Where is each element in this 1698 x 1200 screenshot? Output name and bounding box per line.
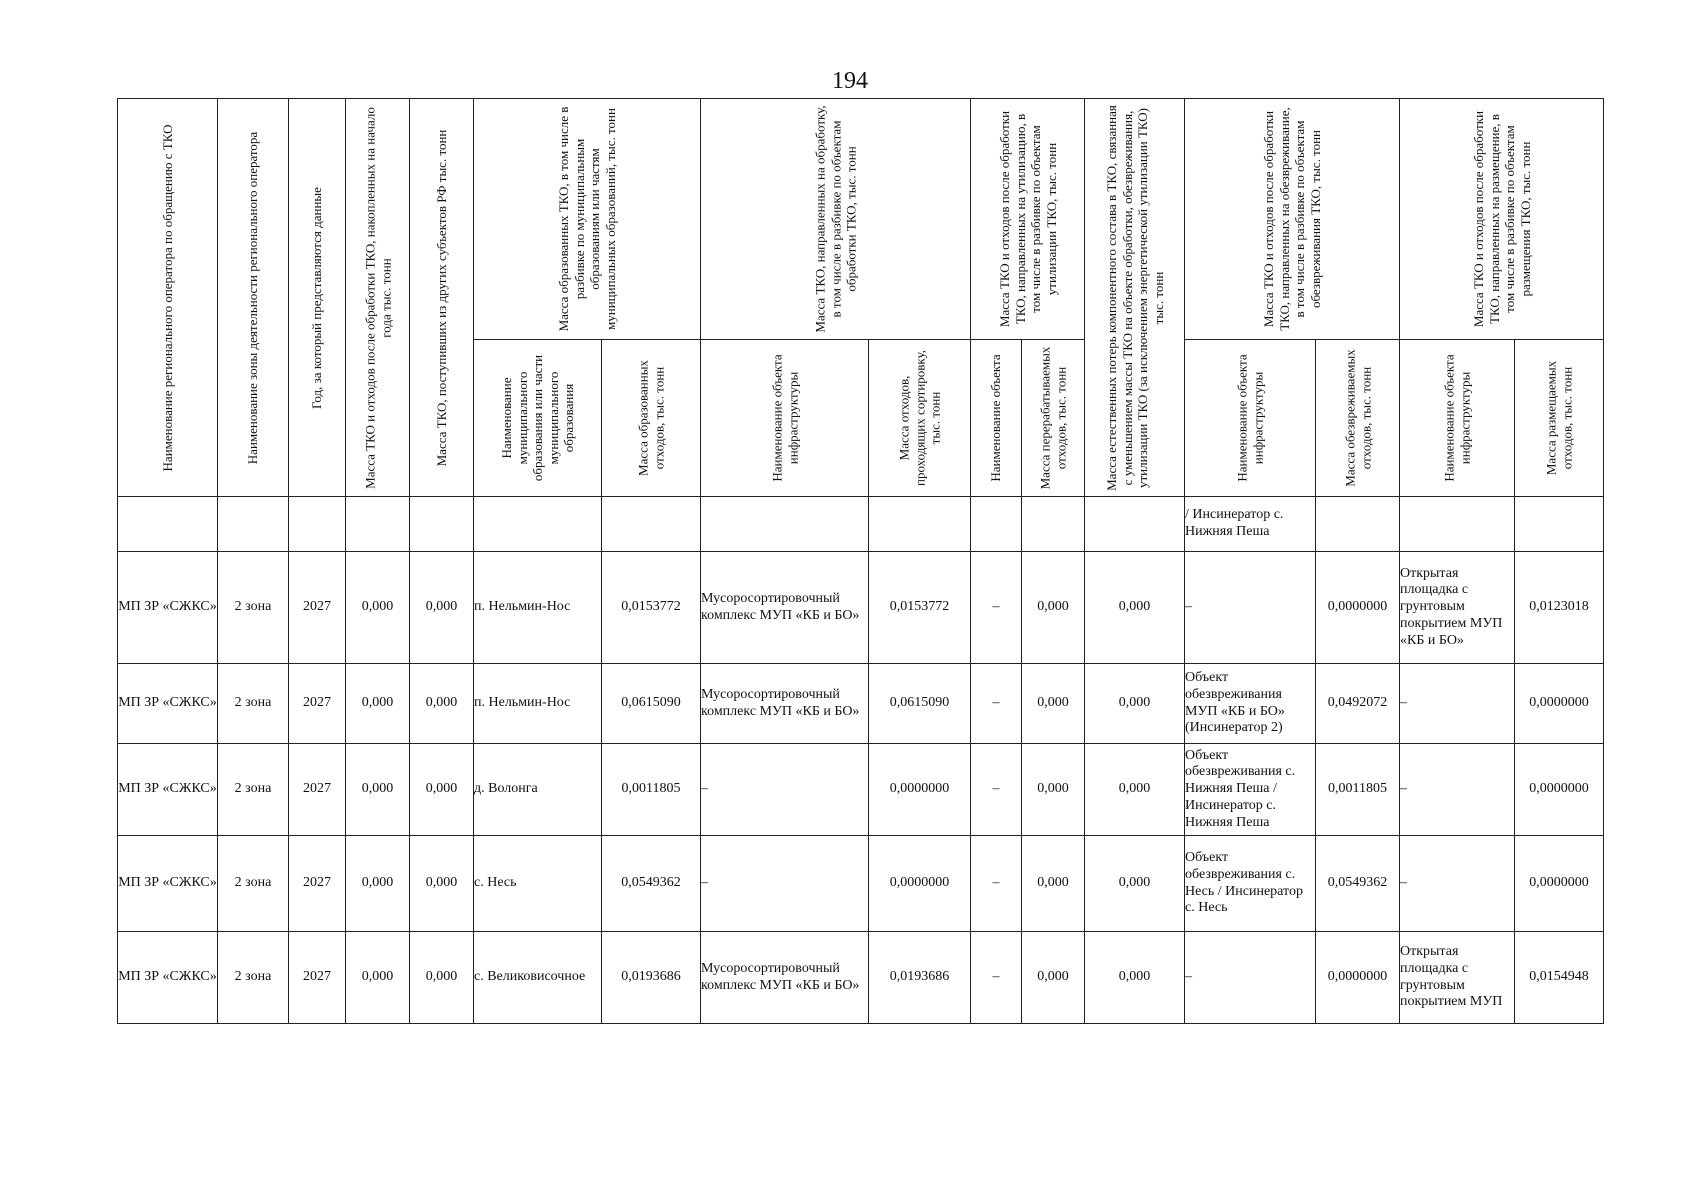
cell-place-obj: –: [1400, 836, 1515, 932]
cell-proc-obj: –: [701, 836, 869, 932]
cell-place-mass: 0,0000000: [1515, 664, 1604, 744]
cell-year: 2027: [289, 664, 346, 744]
header-util-obj: Наименование объекта: [971, 340, 1022, 497]
cell-neut-mass: 0,0000000: [1316, 932, 1400, 1024]
header-neut-obj: Наименование объекта инфраструктуры: [1185, 340, 1316, 497]
cell-mun-name: с. Несь: [474, 836, 602, 932]
cell-mun-mass: 0,0549362: [602, 836, 701, 932]
cell-place-obj: –: [1400, 664, 1515, 744]
header-processing: Масса ТКО, направленных на обработку, в том числе в разбивке по объектам обработки ТКО, тыс. тонн: [701, 99, 971, 340]
header-zone: Наименование зоны деятельности регионального оператора: [218, 99, 289, 497]
header-mass-other: Масса ТКО, поступивших из других субъектов РФ тыс. тонн: [410, 99, 474, 497]
cell-mass-other: 0,000: [410, 744, 474, 836]
cell-util-mass: 0,000: [1022, 552, 1085, 664]
header-neut-mass: Масса обезвреживаемых отходов, тыс. тонн: [1316, 340, 1400, 497]
header-place-obj: Наименование объекта инфраструктуры: [1400, 340, 1515, 497]
cell-operator: МП ЗР «СЖКС»: [118, 932, 218, 1024]
cell-place-obj: Открытая площадка с грунтовым покрытием МУП «КБ и БО»: [1400, 552, 1515, 664]
cell-mass-start: 0,000: [346, 552, 410, 664]
cell-util-obj: –: [971, 664, 1022, 744]
cell-util-obj: –: [971, 552, 1022, 664]
cell-losses: 0,000: [1085, 836, 1185, 932]
cell-neut-obj: Объект обезвреживания МУП «КБ и БО» (Инсинератор 2): [1185, 664, 1316, 744]
cell-year: 2027: [289, 932, 346, 1024]
header-losses: Масса естественных потерь компонентного состава в ТКО, связанная с уменьшением массы ТКО на объекте обработки, обезвреживания, утилизации ТКО (за исключением энергетической утилизации ТКО) тыс. тонн: [1085, 99, 1185, 497]
table-row: [118, 664, 1604, 744]
cell-mun-mass: 0,0615090: [602, 664, 701, 744]
cell-neut-obj: –: [1185, 932, 1316, 1024]
header-operator: Наименование регионального оператора по обращению с ТКО: [118, 99, 218, 497]
header-row-top: [118, 99, 1604, 340]
continuation-row: [118, 497, 1604, 552]
cell-proc-mass: 0,0615090: [869, 664, 971, 744]
cell-neut-mass: 0,0000000: [1316, 552, 1400, 664]
cell-util-mass: 0,000: [1022, 744, 1085, 836]
cell-mun-name: п. Нельмин-Нос: [474, 664, 602, 744]
header-year: Год, за который представляются данные: [289, 99, 346, 497]
cell-proc-mass: 0,0000000: [869, 836, 971, 932]
cell-mun-name: с. Великовисочное: [474, 932, 602, 1024]
cell-neut-obj: Объект обезвреживания с. Несь / Инсинератор с. Несь: [1185, 836, 1316, 932]
table-row: [118, 836, 1604, 932]
header-mass-generated: Масса образованных ТКО, в том числе в разбивке по муниципальным образованиям или частям муниципальных образований, тыс. тонн: [474, 99, 701, 340]
cell-zone: 2 зона: [218, 664, 289, 744]
table-row: [118, 744, 1604, 836]
cell-operator: МП ЗР «СЖКС»: [118, 836, 218, 932]
data-rows: [118, 552, 1604, 1024]
cell-operator: МП ЗР «СЖКС»: [118, 552, 218, 664]
cell-util-mass: 0,000: [1022, 836, 1085, 932]
cell-year: 2027: [289, 552, 346, 664]
cont-neut-obj: / Инсинератор с. Нижняя Пеша: [1185, 497, 1316, 552]
cont-cell: [971, 497, 1022, 552]
cell-place-obj: –: [1400, 744, 1515, 836]
header-utilization: Масса ТКО и отходов после обработки ТКО, направленных на утилизацию, в том числе в разбивке по объектам утилизации ТКО, тыс. тонн: [971, 99, 1085, 340]
table-row: [118, 552, 1604, 664]
cont-cell: [218, 497, 289, 552]
cont-cell: [701, 497, 869, 552]
cell-place-mass: 0,0154948: [1515, 932, 1604, 1024]
cont-cell: [1515, 497, 1604, 552]
cont-cell: [474, 497, 602, 552]
cell-mun-mass: 0,0153772: [602, 552, 701, 664]
waste-table: [117, 98, 1604, 1024]
cell-proc-obj: Мусоросортировочный комплекс МУП «КБ и БО»: [701, 664, 869, 744]
cell-mass-start: 0,000: [346, 932, 410, 1024]
cell-zone: 2 зона: [218, 932, 289, 1024]
cell-place-obj: Открытая площадка с грунтовым покрытием МУП: [1400, 932, 1515, 1024]
cell-mass-start: 0,000: [346, 664, 410, 744]
header-neutralization: Масса ТКО и отходов после обработки ТКО, направленных на обезвреживание, в том числе в разбивке по объектам обезвреживания ТКО, тыс. тонн: [1185, 99, 1400, 340]
cell-util-obj: –: [971, 932, 1022, 1024]
cont-cell: [289, 497, 346, 552]
header-util-mass: Масса перерабатываемых отходов, тыс. тонн: [1022, 340, 1085, 497]
table-row: [118, 932, 1604, 1024]
header-proc-mass: Масса отходов, проходящих сортировку, тыс. тонн: [869, 340, 971, 497]
header-placement: Масса ТКО и отходов после обработки ТКО, направленных на размещение, в том числе в разбивке по объектам размещения ТКО, тыс. тонн: [1400, 99, 1604, 340]
cell-mass-other: 0,000: [410, 664, 474, 744]
cell-losses: 0,000: [1085, 552, 1185, 664]
cell-zone: 2 зона: [218, 552, 289, 664]
cont-cell: [869, 497, 971, 552]
cont-cell: [118, 497, 218, 552]
cell-proc-obj: –: [701, 744, 869, 836]
header-mun-name: Наименование муниципального образования или части муниципального образования: [474, 340, 602, 497]
cell-neut-mass: 0,0492072: [1316, 664, 1400, 744]
cell-mass-other: 0,000: [410, 552, 474, 664]
cell-mun-mass: 0,0193686: [602, 932, 701, 1024]
cell-year: 2027: [289, 744, 346, 836]
cell-proc-mass: 0,0153772: [869, 552, 971, 664]
cont-cell: [346, 497, 410, 552]
cell-operator: МП ЗР «СЖКС»: [118, 664, 218, 744]
cont-cell: [410, 497, 474, 552]
cell-neut-mass: 0,0011805: [1316, 744, 1400, 836]
header-place-mass: Масса размещаемых отходов, тыс. тонн: [1515, 340, 1604, 497]
cell-mun-name: д. Волонга: [474, 744, 602, 836]
cell-mun-mass: 0,0011805: [602, 744, 701, 836]
cell-proc-mass: 0,0000000: [869, 744, 971, 836]
cell-place-mass: 0,0000000: [1515, 836, 1604, 932]
cont-cell: [1316, 497, 1400, 552]
cont-cell: [1400, 497, 1515, 552]
cell-util-mass: 0,000: [1022, 932, 1085, 1024]
cell-year: 2027: [289, 836, 346, 932]
cell-proc-obj: Мусоросортировочный комплекс МУП «КБ и БО»: [701, 552, 869, 664]
cell-proc-mass: 0,0193686: [869, 932, 971, 1024]
header-proc-obj: Наименование объекта инфраструктуры: [701, 340, 869, 497]
cell-mass-start: 0,000: [346, 836, 410, 932]
cell-zone: 2 зона: [218, 744, 289, 836]
cell-zone: 2 зона: [218, 836, 289, 932]
cont-cell: [602, 497, 701, 552]
header-mass-start: Масса ТКО и отходов после обработки ТКО, накопленных на начало года тыс. тонн: [346, 99, 410, 497]
header-mun-mass: Масса образованных отходов, тыс. тонн: [602, 340, 701, 497]
cont-cell: [1022, 497, 1085, 552]
cell-util-mass: 0,000: [1022, 664, 1085, 744]
cell-operator: МП ЗР «СЖКС»: [118, 744, 218, 836]
cell-place-mass: 0,0000000: [1515, 744, 1604, 836]
cell-mass-other: 0,000: [410, 932, 474, 1024]
cell-losses: 0,000: [1085, 664, 1185, 744]
cell-losses: 0,000: [1085, 744, 1185, 836]
cell-util-obj: –: [971, 836, 1022, 932]
cell-neut-mass: 0,0549362: [1316, 836, 1400, 932]
cell-proc-obj: Мусоросортировочный комплекс МУП «КБ и БО»: [701, 932, 869, 1024]
cell-mass-other: 0,000: [410, 836, 474, 932]
page-number: 194: [832, 68, 868, 94]
cell-mass-start: 0,000: [346, 744, 410, 836]
cell-mun-name: п. Нельмин-Нос: [474, 552, 602, 664]
cell-place-mass: 0,0123018: [1515, 552, 1604, 664]
cell-losses: 0,000: [1085, 932, 1185, 1024]
cont-cell: [1085, 497, 1185, 552]
cell-neut-obj: Объект обезвреживания с. Нижняя Пеша / Инсинератор с. Нижняя Пеша: [1185, 744, 1316, 836]
cell-util-obj: –: [971, 744, 1022, 836]
cell-neut-obj: –: [1185, 552, 1316, 664]
